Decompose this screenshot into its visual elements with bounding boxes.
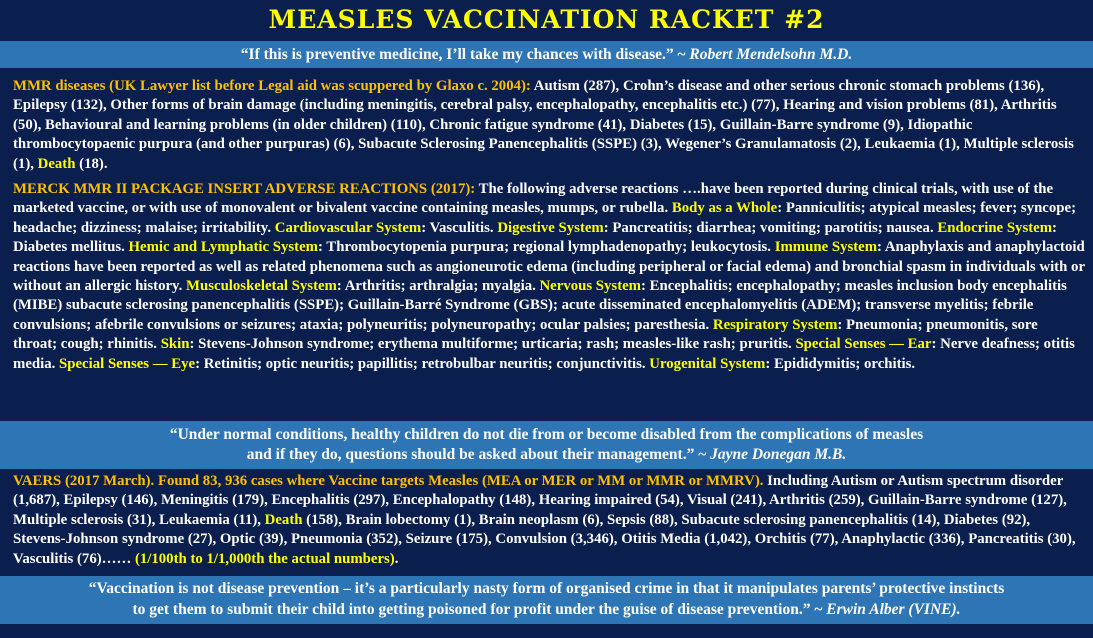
mmr-death-label: Death [37, 155, 76, 172]
merck-label-nervous: Nervous System [539, 278, 642, 295]
quote-line-2 [0, 445, 1093, 465]
vaers-death-label: Death [264, 511, 303, 528]
merck-section [13, 180, 1085, 374]
mmr-death-count: (18). [75, 155, 108, 172]
merck-text-cardiovascular: : Vasculitis. [421, 219, 498, 236]
merck-label-respiratory: Respiratory System [712, 316, 838, 333]
merck-label-cardiovascular: Cardiovascular System [274, 219, 422, 236]
merck-text-respiratory: : Pneumonia; pneumonitis, sore throat; cough; rhinitis. [13, 316, 1038, 353]
merck-text-nervous: : Encephalitis; encephalopathy; measles inclusion body encephalitis (MIBE) subacute sclerosing panencephalitis (SSPE); Guillain-Barré Syndrome (GBS); acute disseminated encephalomyelitis (ADEM); transverse myelitis; febrile convulsions; afebrile convulsions or seizures; ataxia; polyneuritis; polyneuropathy; ocular palsies; paresthesia. [13, 278, 1067, 333]
merck-text-ear: : Nerve deafness; otitis media. [13, 336, 1075, 372]
quote-line-1: “Under normal conditions, healthy children do not die from or become disabled from the complications of measles [169, 426, 924, 443]
mmr-body: Autism (287), Crohn’s disease and other serious chronic stomach problems (136), Epilepsy (132), Other forms of brain damage (including meningitis, cerebral palsy, encephalopathy, encephalitis etc.) (77), Hearing and vision problems (81), Arthritis (50), Behavioural and learning problems (in older children) (110), Chronic fatigue syndrome (41), Diabetes (15), Guillain-Barre syndrome (9), Idiopathic thrombocytopaenic purpura (and other purpuras) (6), Subacute Sclerosing Panencephalitis (SSPE) (3), Wegener’s Granulamatosis (2), Leukaemia (1), Multiple sclerosis (1), [13, 78, 1074, 172]
mmr-heading: MMR diseases (UK Lawyer list before Legal aid was scuppered by Glaxo c. 2004): [13, 78, 531, 94]
vaers-body: Including Autism or Autism spectrum disorder (1,687), Epilepsy (146), Meningitis (179), Encephalitis (297), Encephalopathy (148), Hearing impaired (54), Visual (241), Arthritis (259), Guillain-Barre syndrome (127), Multiple sclerosis (31), Leukaemia (11), [13, 473, 1067, 528]
merck-label-endocrine: Endocrine System [937, 219, 1053, 236]
merck-text-musculoskeletal: : Arthritis; arthralgia; myalgia. [336, 278, 540, 295]
merck-label-musculoskeletal: Musculoskeletal System [186, 278, 337, 295]
merck-text-immune: : Anaphylaxis and anaphylactoid reactions have been reported as well as related phenomena such as angioneurotic edema (including peripheral or facial edema) and bronchial spasm in individuals with or without an allergic history. [13, 239, 1085, 295]
vaers-body-2: (158), Brain lobectomy (1), Brain neoplasm (6), Sepsis (88), Subacute sclerosing panencephalitis (14), Diabetes (92), Stevens-Johnson syndrome (27), Optic (39), Pneumonia (352), Seizure (175), Convulsion (3,346), Otitis Media (1,042), Orchitis (77), Anaphylactic (336), Pancreatitis (30), Vasculitis (76)…… [13, 511, 1076, 567]
quote-text: “If this is preventive medicine, I’ll take my chances with disease.” ~ [240, 46, 690, 63]
vaers-end: . [394, 550, 399, 567]
merck-text-endocrine: : Diabetes mellitus. [13, 219, 1057, 256]
merck-label-eye: Special Senses — Eye [59, 355, 196, 372]
merck-text-digestive: : Pancreatitis; diarrhea; vomiting; parotitis; nausea. [603, 219, 938, 236]
merck-text-skin: : Stevens-Johnson syndrome; erythema multiforme; urticaria; rash; measles-like rash; pruritis. [189, 336, 796, 353]
quote-band-mendelsohn [0, 41, 1093, 68]
quote-band-alber [0, 576, 1093, 624]
quote-band-donegan [0, 421, 1093, 469]
footer-bar [0, 624, 1093, 638]
vaers-heading: VAERS (2017 March). Found 83, 936 cases where Vaccine targets Measles (MEA or MER or MM or MMR or MMRV). [13, 473, 764, 489]
mmr-diseases-section [13, 77, 1085, 174]
quote-author: Erwin Alber (VINE). [826, 601, 961, 618]
quote-author: Jayne Donegan M.B. [710, 446, 847, 463]
quote-line-2 [0, 599, 1093, 620]
merck-text-eye: : Retinitis; optic neuritis; papillitis; retrobulbar neuritis; conjunctivitis. [195, 355, 650, 372]
vaers-section [13, 472, 1085, 569]
quote-author: Robert Mendelsohn M.D. [689, 46, 853, 63]
merck-text-urogenital: : Epididymitis; orchitis. [765, 355, 916, 372]
quote-text: and if they do, questions should be asked about their management.” ~ [246, 446, 711, 463]
merck-text-hemic: : Thrombocytopenia purpura; regional lymphadenopathy; leukocytosis. [317, 239, 775, 256]
merck-label-urogenital: Urogenital System [649, 355, 766, 372]
merck-label-immune: Immune System [774, 239, 878, 256]
merck-label-skin: Skin [160, 336, 190, 353]
merck-intro: The following adverse reactions ….have been reported during clinical trials, with use of the marketed vaccine, or with use of monovalent or bivalent vaccine containing measles, mumps, or rubella. [13, 181, 1054, 217]
merck-label-body: Body as a Whole [671, 200, 778, 217]
quote-text: to get them to submit their child into getting poisoned for profit under the guise of disease prevention.” ~ [132, 601, 827, 618]
merck-heading: MERCK MMR II PACKAGE INSERT ADVERSE REACTIONS (2017): [13, 181, 476, 197]
quote-line-1: “Vaccination is not disease prevention – it’s a particularly nasty form of organised crime in that it manipulates parents’ protective instincts [88, 580, 1005, 597]
page-title: MEASLES VACCINATION RACKET #2 [268, 5, 825, 34]
vaers-note: (1/100th to 1/1,000th the actual numbers) [134, 550, 395, 567]
merck-text-body: : Panniculitis; atypical measles; fever; syncope; headache; dizziness; malaise; irritability. [13, 200, 1076, 236]
merck-label-hemic: Hemic and Lymphatic System [128, 239, 318, 256]
merck-label-digestive: Digestive System [497, 219, 604, 236]
merck-label-ear: Special Senses — Ear [795, 336, 932, 353]
